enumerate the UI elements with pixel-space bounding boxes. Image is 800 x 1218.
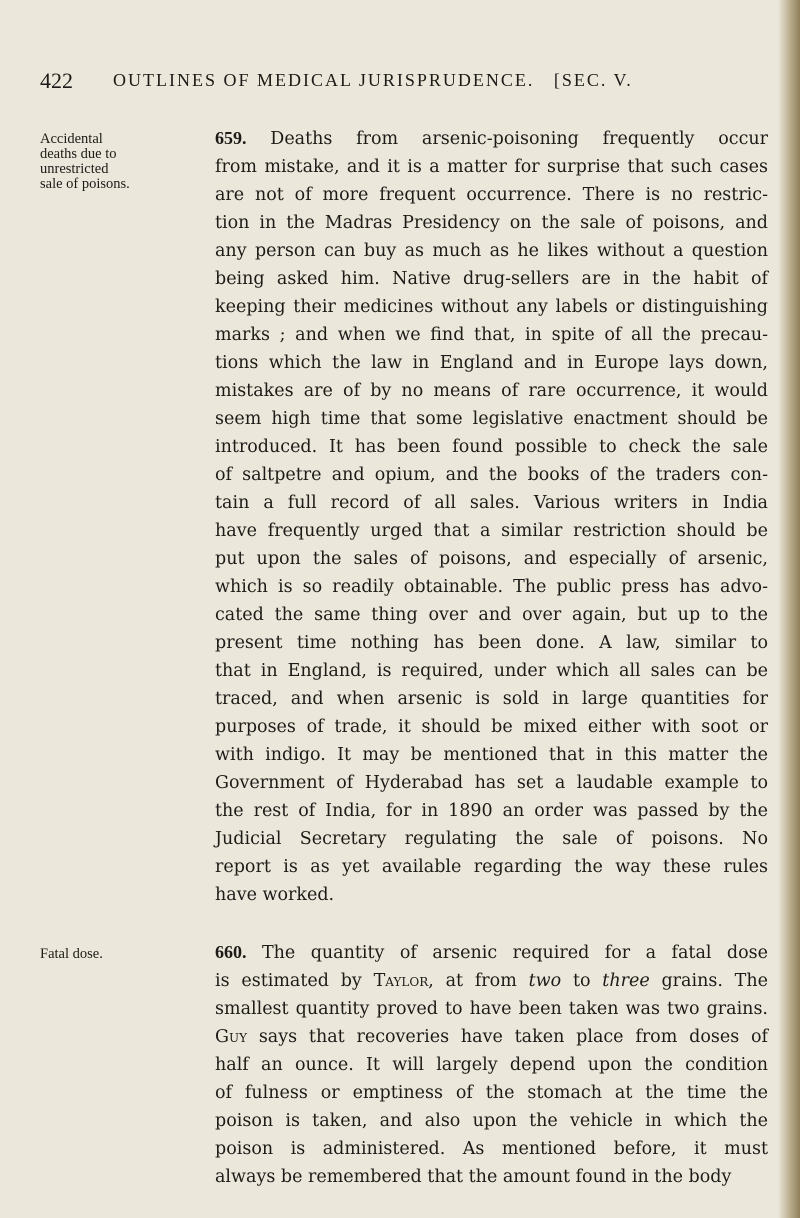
text-line: cated the same thing over and over again, but up to the [215,605,768,625]
text-line: keeping their medicines without any labels or distinguishing [215,297,768,317]
emphasis-three: three [602,971,650,991]
margin-note-fatal-dose [40,947,158,962]
paragraph-660 [215,938,768,1191]
text-line: which is so readily obtainable. The public press has advo- [215,577,768,597]
text-line: Government of Hyderabad has set a laudable example to [215,773,768,793]
text-line: of saltpetre and opium, and the books of the traders con- [215,465,768,485]
line-text: is estimated by [215,971,374,991]
text-line: have frequently urged that a similar restriction should be [215,521,768,541]
margin-note-accidental-deaths [40,132,158,192]
text-line: mistakes are of by no means of rare occurrence, it would [215,381,768,401]
text-line: have worked. [215,885,335,905]
text-line: purposes of trade, it should be mixed either with soot or [215,717,768,737]
running-head [113,70,633,91]
line-text: grains. The [649,971,768,991]
text-line: being asked him. Native drug-sellers are in the habit of [215,269,768,289]
text-line: from mistake, and it is a matter for surprise that such cases [215,157,768,177]
text-line [215,938,768,967]
running-head-section: [SEC. V. [553,70,633,90]
text-line [215,967,768,995]
text-line: traced, and when arsenic is sold in large quantities for [215,689,768,709]
line-text: , at from [428,971,529,991]
text-line: tions which the law in England and in Europe lays down, [215,353,768,373]
page-header [40,68,778,98]
text-line: poison is administered. As mentioned before, it must [215,1139,768,1159]
text-line [215,1023,768,1051]
emphasis-two: two [528,971,562,991]
text-line: smallest quantity proved to have been taken was two grains. [215,999,768,1019]
margin-note-line: Accidental [40,131,103,147]
text-line: half an ounce. It will largely depend upon the condition [215,1055,768,1075]
text-line: with indigo. It may be mentioned that in this matter the [215,745,768,765]
text-line: present time nothing has been done. A law, similar to [215,633,768,653]
text-line: are not of more frequent occurrence. There is no restric- [215,185,768,205]
section-number: 660. [215,942,247,962]
line-text: says that recoveries have taken place from doses of [247,1027,768,1047]
text-line: always be remembered that the amount found in the body [215,1167,732,1187]
text-line: the rest of India, for in 1890 an order was passed by the [215,801,768,821]
text-line: that in England, is required, under which all sales can be [215,661,768,681]
text-line: poison is taken, and also upon the vehicle in which the [215,1111,768,1131]
margin-note-line: deaths due to [40,146,117,162]
text-line: of fulness or emptiness of the stomach at the time the [215,1083,768,1103]
page-edge-shadow [778,0,800,1218]
text-line: report is as yet available regarding the way these rules [215,857,768,877]
line-text: Deaths from arsenic-poisoning frequently occur [246,129,768,149]
line-text: The quantity of arsenic required for a fatal dose [246,943,768,963]
text-line: tion in the Madras Presidency on the sale of poisons, and [215,213,768,233]
text-line: introduced. It has been found possible to check the sale [215,437,768,457]
running-head-title: OUTLINES OF MEDICAL JURISPRUDENCE. [113,70,535,90]
text-line: tain a full record of all sales. Various writers in India [215,493,768,513]
text-line: any person can buy as much as he likes without a question [215,241,768,261]
margin-note-line: unrestricted [40,161,109,177]
text-line: marks ; and when we find that, in spite of all the precau- [215,325,768,345]
page-number: 422 [40,68,73,93]
paragraph-659 [215,124,768,909]
text-line: Judicial Secretary regulating the sale of poisons. No [215,829,768,849]
text-line: seem high time that some legislative enactment should be [215,409,768,429]
margin-note-line: sale of poisons. [40,176,130,192]
author-name-taylor: Taylor [373,971,429,991]
margin-note-line: Fatal dose. [40,946,103,962]
line-text: to [561,971,603,991]
text-line: put upon the sales of poisons, and especially of arsenic, [215,549,768,569]
section-number: 659. [215,128,247,148]
text-line [215,124,768,153]
author-name-guy: Guy [215,1027,248,1047]
